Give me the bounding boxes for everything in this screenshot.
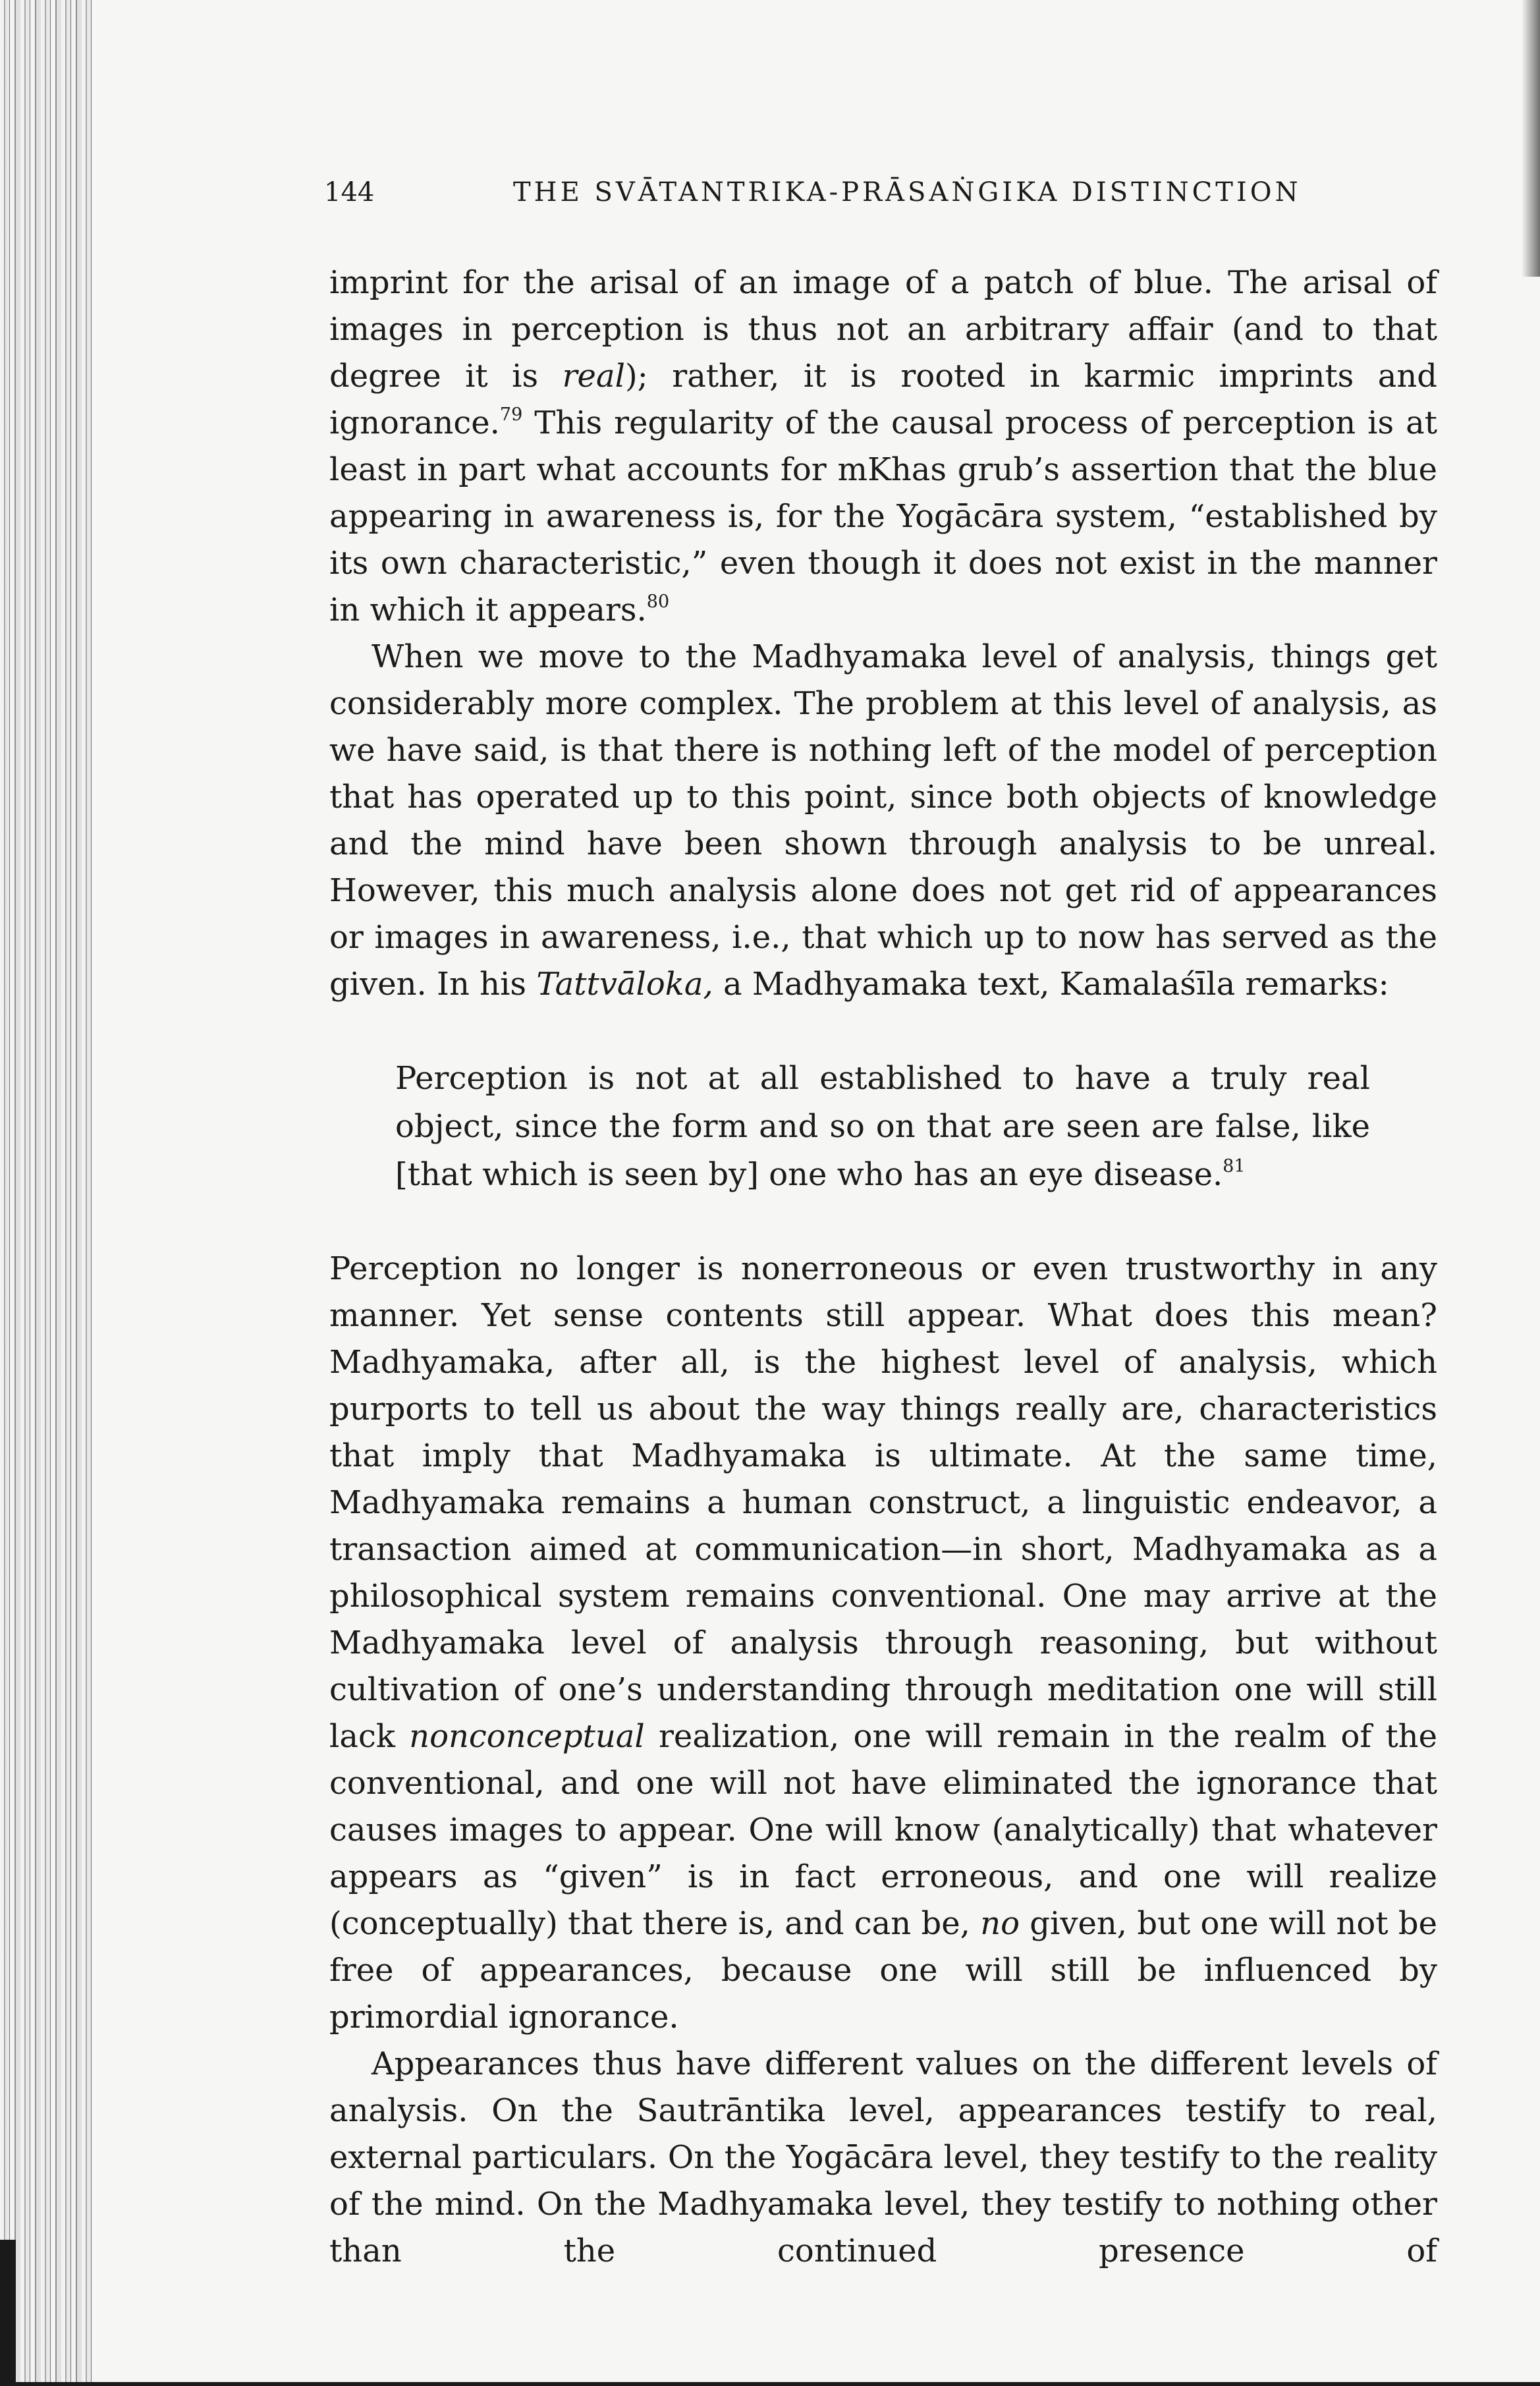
paragraph-continued [329,260,1437,634]
emphasis-real: real [562,358,625,395]
emphasis-nonconceptual: nonconceptual [409,1718,645,1755]
paragraph-perception [329,1246,1437,2041]
page-number: 144 [324,177,375,208]
paragraph-madhyamaka-level [329,634,1437,1008]
title-tattvaloka: Tattvāloka, [536,966,713,1003]
text-run: When we move to the Madhyamaka level of analysis, things get considerably more complex. The problem at this level of analysis, as we have said, is that there is nothing left of the model of perception that has operated up to this point, since both objects of knowledge and the mind have been shown through analysis to be unreal. However, this much analysis alone does not get rid of appearances or images in awareness, i.e., that which up to now has served as the given. In his [329,638,1437,1003]
text-run: Perception no longer is nonerroneous or even trustworthy in any manner. Yet sense contents still appear. What does this mean? Madhyamaka, after all, is the highest level of analysis, which purports to tell us about the way things really are, characteristics that imply that Madhyamaka is ultimate. At the same time, Madhyamaka remains a human construct, a linguistic endeavor, a transaction aimed at communication—in short, Madhyamaka as a philosophical system remains conventional. One may arrive at the Madhyamaka level of analysis through reasoning, but without cultivation of one’s understanding through meditation one will still lack [329,1250,1437,1755]
scan-binding-shadow [0,2240,16,2386]
footnote-ref-79: 79 [499,404,523,425]
body-text [329,260,1437,2275]
scan-bottom-edge [0,2382,1540,2386]
block-quote-kamalasila [395,1055,1370,1199]
page-header [324,173,1302,212]
paragraph-appearances: Appearances thus have different values on the different levels of analysis. On the Sautrāntika level, appearances testify to real, external particulars. On the Yogācāra level, they testify to the reality of the mind. On the Madhyamaka level, they testify to nothing other than the continued presence of [329,2045,1437,2269]
text-run: imprint for the arisal of an image of a patch of blue. The arisal of images in perception is thus not an arbitrary affair (and to that degree it is [329,264,1437,395]
text-run: This regularity of the causal process of perception is at least in part what accounts for mKhas grub’s assertion that the blue appearing in awareness is, for the Yogācāra system, “established by its own characteristic,” even though it does not exist in the manner in which it appears. [329,404,1437,628]
text-run: given, but one will not be free of appearances, because one will still be influenced by primordial ignorance. [329,1905,1438,2036]
scan-binding-edge [0,0,92,2386]
text-run: realization, one will remain in the realm of the conventional, and one will not have eliminated the ignorance that causes images to appear. One will know (analytically) that whatever appears as “given” is in fact erroneous, and one will realize (conceptually) that there is, and can be, [329,1718,1438,1942]
text-run: a Madhyamaka text, Kamalaśīla remarks: [713,966,1389,1003]
quote-text: Perception is not at all established to have a truly real object, since the form and so on that are seen are false, like [that which is seen by] one who has an eye disease. [395,1060,1370,1193]
scan-page-edge-shadow [1522,0,1540,277]
footnote-ref-81: 81 [1223,1156,1246,1177]
text-run: ); rather, it is rooted in karmic imprints and ignorance. [329,358,1438,441]
footnote-ref-80: 80 [646,592,670,612]
emphasis-no: no [980,1905,1020,1942]
running-head: THE SVĀTANTRIKA-PRĀSAṄGIKA DISTINCTION [513,177,1302,208]
